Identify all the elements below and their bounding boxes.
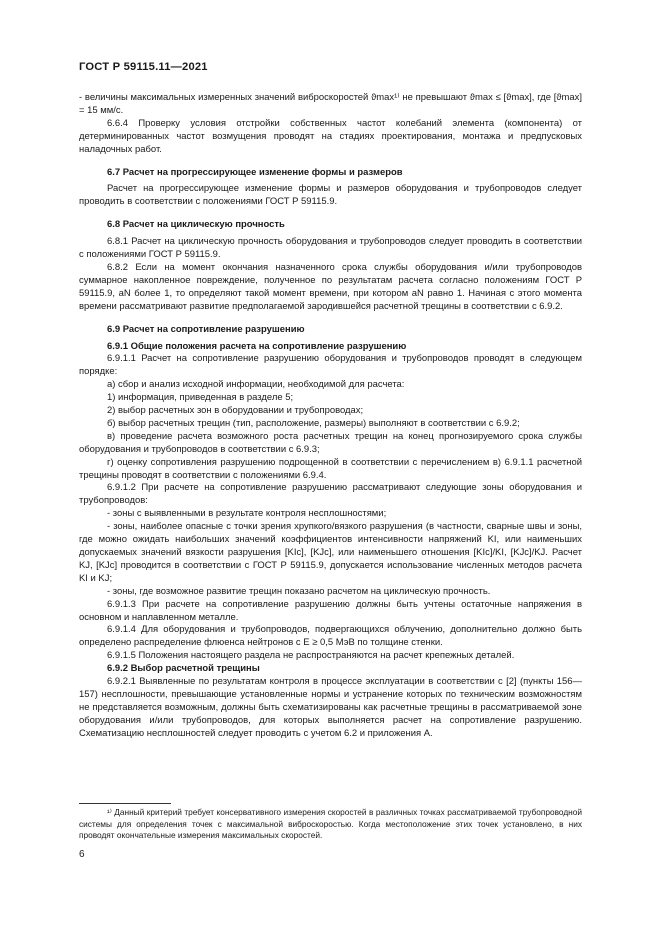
paragraph: 6.9.1.4 Для оборудования и трубопроводов, подвергающихся облучению, дополнительно должно быть определено распределение флюенса нейтронов с E ≥ 0,5 МэВ по толщине стенки. <box>79 624 582 649</box>
paragraph: 6.9.1.2 При расчете на сопротивление разрушению рассматривают следующие зоны оборудования и трубопроводов: <box>79 482 582 507</box>
section-heading: 6.9 Расчет на сопротивление разрушению <box>107 323 305 335</box>
paragraph: г) оценку сопротивления разрушению подрощенной в соответствии с перечислением в) 6.9.1.1 расчетной трещины проводят в соответствии с положениями 6.9.4. <box>79 456 582 481</box>
section-heading: 6.8 Расчет на циклическую прочность <box>107 219 285 231</box>
paragraph: а) сбор и анализ исходной информации, необходимой для расчета: <box>107 379 405 391</box>
paragraph: в) проведение расчета возможного роста расчетных трещин на конец прогнозируемого срока службы оборудования и трубопроводов в соответствии с 6.9.3; <box>79 430 582 455</box>
footnote-separator <box>79 803 171 804</box>
paragraph: 6.9.1.1 Расчет на сопротивление разрушению оборудования и трубопроводов проводят в следующем порядке: <box>79 353 582 378</box>
paragraph: 6.6.4 Проверку условия отстройки собственных частот колебаний элемента (компонента) от детерминированных частот возмущения проводят на стадиях проектирования, монтажа и предпусковых наладочных работ. <box>79 117 582 155</box>
page-number: 6 <box>79 849 85 860</box>
footnote: ¹⁾ Данный критерий требует консервативного измерения скоростей в различных точках рассматриваемой трубопроводной системы для определения точек с максимальной виброскоростью. Когда местоположение этих точек установлено, в них проводят окончательные измерения максимальных скоростей. <box>79 807 582 841</box>
paragraph: б) выбор расчетных трещин (тип, расположение, размеры) выполняют в соответствии с 6.9.2; <box>107 417 520 429</box>
paragraph: - зоны, наиболее опасные с точки зрения хрупкого/вязкого разрушения (в частности, сварные швы и зоны, где можно ожидать наибольших значений коэффициентов интенсивности напряжений KI, или наименьших допускаемых значений вязкости разрушения [KIc], [KJc], или наименьшего отношения [KIc]/KI, [KJc]/KJ. Расчет KJ, [KJc] проводится в соответствии с ГОСТ Р 59115.9, допускается использование численных методов расчета KI и KJ; <box>79 521 582 584</box>
paragraph: 1) информация, приведенная в разделе 5; <box>107 392 294 404</box>
section-heading: 6.9.2 Выбор расчетной трещины <box>107 663 260 675</box>
document-body <box>79 92 582 741</box>
paragraph: 6.8.2 Если на момент окончания назначенного срока службы оборудования и/или трубопроводов суммарное накопленное повреждение, полученное по результатам расчета согласно положениям ГОСТ Р 59115.9, aN более 1, то определяют такой момент времени, при котором aN равно 1. Начиная с этого момента времени рассматривают развитие предполагаемой зародившейся расчетной трещины в соответствии с 6.9.2. <box>79 261 582 312</box>
paragraph: 6.9.1.3 При расчете на сопротивление разрушению должны быть учтены остаточные напряжения в основном и наплавленном металле. <box>79 598 582 623</box>
standard-header: ГОСТ Р 59115.11—2021 <box>79 61 208 73</box>
paragraph: - величины максимальных измеренных значений виброскоростей ϑmax¹⁾ не превышают ϑmax ≤ [ϑmax], где [ϑmax] = 15 мм/с. <box>79 92 582 116</box>
paragraph: - зоны с выявленными в результате контроля несплошностями; <box>107 508 387 520</box>
paragraph: 6.9.1.5 Положения настоящего раздела не распространяются на расчет крепежных деталей. <box>107 650 515 662</box>
paragraph: 6.9.2.1 Выявленные по результатам контроля в процессе эксплуатации в соответствии с [2] (пункты 156—157) несплошности, превышающие установленные нормы и устранение которых по техническим возможностям не представляется возможным, должны быть схематизированы как расчетные трещины в рассматриваемой зоне оборудования и/или трубопроводов, для которых выполняется расчет на сопротивление разрушению. Схематизацию несплошностей следует проводить с учетом 6.2 и приложения А. <box>79 676 582 739</box>
section-heading: 6.7 Расчет на прогрессирующее изменение формы и размеров <box>107 166 403 178</box>
paragraph: 2) выбор расчетных зон в оборудовании и трубопроводах; <box>107 405 364 417</box>
paragraph: Расчет на прогрессирующее изменение формы и размеров оборудования и трубопроводов следует проводить в соответствии с положениями ГОСТ Р 59115.9. <box>79 183 582 208</box>
section-heading: 6.9.1 Общие положения расчета на сопротивление разрушению <box>107 340 407 352</box>
paragraph: - зоны, где возможное развитие трещин показано расчетом на циклическую прочность. <box>107 585 491 597</box>
paragraph: 6.8.1 Расчет на циклическую прочность оборудования и трубопроводов следует проводить в соответствии с положениями ГОСТ Р 59115.9. <box>79 236 582 261</box>
